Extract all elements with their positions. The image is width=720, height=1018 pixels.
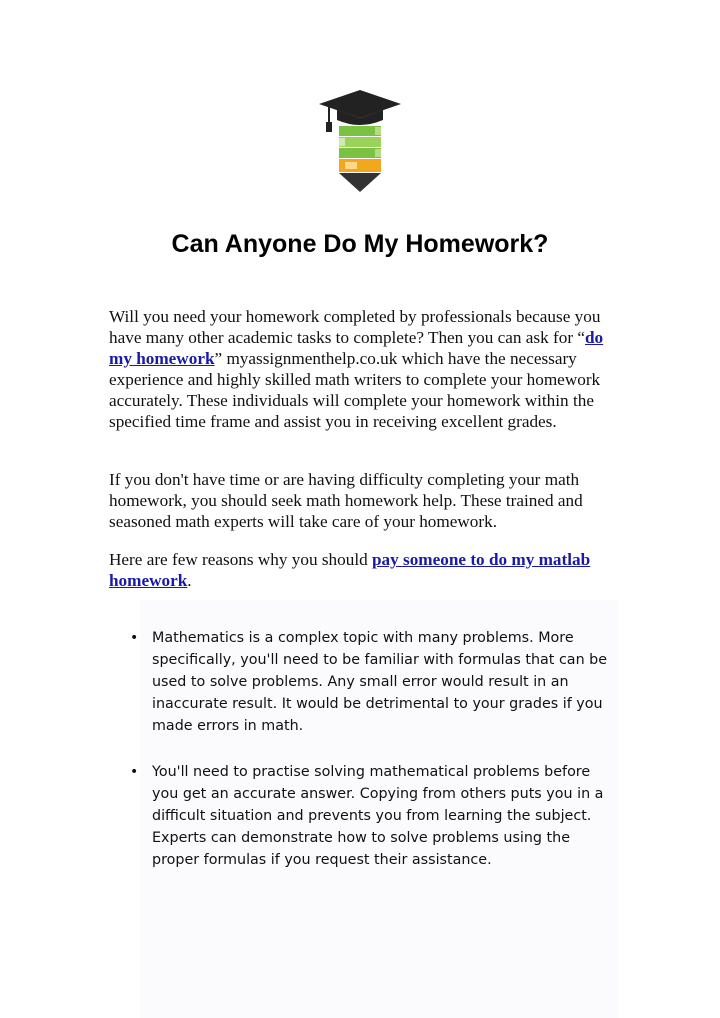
matlab-homework-link[interactable]: pay someone to do my matlab homework — [109, 550, 591, 590]
paragraph-help: If you don't have time or are having difficulty completing your math homework, you should seek math homework help. These trained and seasoned math experts will take care of your homework. — [109, 470, 583, 531]
graduation-cap-pencil-icon — [315, 88, 405, 194]
list-item: • You'll need to practise solving mathematical problems before you get an accurate answer. Copying from others puts you in a difficult situation and prevents you from learning the subject. Experts can demonstrate how to solve problems using the proper formulas if you request their assistance. — [152, 761, 612, 871]
paragraph-reasons: Here are few reasons why you should pay someone to do my matlab homework. — [109, 550, 591, 590]
list-item: • Mathematics is a complex topic with many problems. More specifically, you'll need to be familiar with formulas that can be used to solve problems. Any small error would result in an inaccurate result. It would be detrimental to your grades if you made errors in math. — [152, 627, 612, 737]
page-title: Can Anyone Do My Homework? — [171, 230, 549, 258]
cap-tassel — [326, 122, 332, 132]
book-green-3 — [339, 148, 381, 158]
bullet-dot: • — [130, 764, 139, 780]
pencil-tip — [339, 173, 381, 192]
book-green-1 — [339, 126, 381, 136]
paragraph-intro: Will you need your homework completed by professionals because you have many other academic tasks to complete? Then you can ask for “do my homework” myassignmenthelp.co.uk which have the necessary experience and highly skilled math writers to complete your homework accurately. These individuals will complete your homework within the specified time frame and assist you in receiving excellent grades. — [109, 307, 604, 431]
do-my-homework-link[interactable]: do my homework — [109, 328, 604, 368]
bullet-list-2 — [130, 761, 612, 871]
bullet-list-1 — [130, 627, 612, 737]
book-green-2 — [339, 137, 381, 147]
cap-board — [319, 90, 401, 118]
bullet-dot: • — [130, 630, 139, 646]
